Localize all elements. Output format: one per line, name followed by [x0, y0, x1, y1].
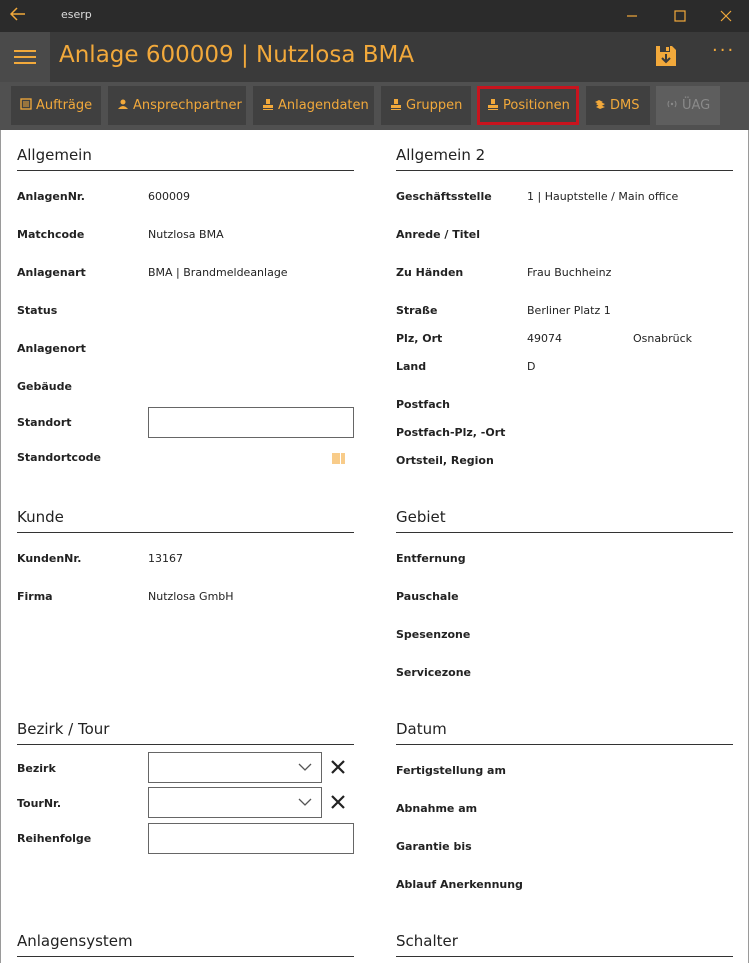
matchcode-value: Nutzlosa BMA	[148, 228, 224, 241]
page-title: Anlage 600009 | Nutzlosa BMA	[59, 42, 415, 68]
postfach-label: Postfach	[396, 398, 450, 411]
reihenfolge-label: Reihenfolge	[17, 832, 92, 845]
tour-nr-dropdown[interactable]	[148, 787, 322, 818]
anrede-label: Anrede / Titel	[396, 228, 481, 241]
files-icon	[594, 98, 606, 110]
hamburger-menu-button[interactable]	[0, 32, 50, 82]
ort-value: Osnabrück	[633, 332, 692, 345]
section-allgemein2-title: Allgemein 2	[396, 146, 733, 171]
zu-haenden-label: Zu Händen	[396, 266, 464, 279]
section-anlagensystem-title: Anlagensystem	[17, 932, 354, 957]
geschaeftsstelle-label: Geschäftsstelle	[396, 190, 492, 203]
ablauf-anerkennung-label: Ablauf Anerkennung	[396, 878, 523, 891]
bezirk-dropdown[interactable]	[148, 752, 322, 783]
gruppen-button[interactable]	[381, 86, 471, 125]
stamp-icon	[390, 98, 402, 110]
anlagendaten-label: Anlagendaten	[278, 98, 369, 113]
strasse-label: Straße	[396, 304, 438, 317]
servicezone-label: Servicezone	[396, 666, 471, 679]
dms-button[interactable]	[586, 86, 650, 125]
ansprechpartner-button[interactable]	[108, 86, 246, 125]
gebaeude-label: Gebäude	[17, 380, 72, 393]
tour-nr-label: TourNr.	[17, 797, 62, 810]
stamp-icon	[487, 98, 499, 110]
stamp-icon	[262, 98, 274, 110]
clear-bezirk-icon[interactable]	[330, 759, 348, 777]
contact-icon	[117, 98, 129, 110]
scroll-edge	[0, 963, 749, 969]
app-name: eserp	[61, 8, 92, 21]
window-titlebar	[0, 0, 749, 32]
kunden-nr-label: KundenNr.	[17, 552, 82, 565]
ansprechpartner-label: Ansprechpartner	[133, 98, 242, 113]
anlagendaten-button[interactable]	[253, 86, 374, 125]
uag-button[interactable]	[656, 86, 720, 125]
plz-value: 49074	[527, 332, 562, 345]
ortsteil-region-label: Ortsteil, Region	[396, 454, 494, 467]
kunden-nr-value: 13167	[148, 552, 183, 565]
section-gebiet-title: Gebiet	[396, 508, 733, 533]
fertigstellung-label: Fertigstellung am	[396, 764, 506, 777]
strasse-value: Berliner Platz 1	[527, 304, 611, 317]
toolbar	[0, 82, 749, 130]
reihenfolge-input[interactable]	[148, 823, 354, 854]
minimize-button[interactable]	[609, 0, 655, 32]
chevron-down-icon	[298, 762, 312, 772]
bezirk-label: Bezirk	[17, 762, 56, 775]
minimize-icon	[626, 10, 638, 22]
section-schalter-title: Schalter	[396, 932, 733, 957]
standort-label: Standort	[17, 416, 72, 429]
status-label: Status	[17, 304, 58, 317]
anlagenort-label: Anlagenort	[17, 342, 86, 355]
signal-icon	[666, 98, 678, 110]
positionen-button[interactable]	[477, 86, 579, 125]
section-kunde-title: Kunde	[17, 508, 354, 533]
pauschale-label: Pauschale	[396, 590, 459, 603]
anlagenart-value: BMA | Brandmeldeanlage	[148, 266, 288, 279]
anlagenart-label: Anlagenart	[17, 266, 86, 279]
gruppen-label: Gruppen	[406, 98, 463, 113]
list-icon	[20, 98, 32, 110]
postfach-plz-label: Postfach-Plz, -Ort	[396, 426, 506, 439]
spesenzone-label: Spesenzone	[396, 628, 471, 641]
land-label: Land	[396, 360, 427, 373]
save-icon[interactable]	[654, 44, 680, 70]
maximize-icon	[674, 10, 686, 22]
auftraege-label: Aufträge	[36, 98, 93, 113]
dms-label: DMS	[610, 98, 640, 113]
firma-value: Nutzlosa GmbH	[148, 590, 234, 603]
anlagen-nr-label: AnlagenNr.	[17, 190, 85, 203]
form-content	[0, 130, 749, 969]
abnahme-label: Abnahme am	[396, 802, 478, 815]
matchcode-label: Matchcode	[17, 228, 85, 241]
entfernung-label: Entfernung	[396, 552, 466, 565]
anlagen-nr-value: 600009	[148, 190, 190, 203]
geschaeftsstelle-value: 1 | Hauptstelle / Main office	[527, 190, 679, 203]
maximize-button[interactable]	[657, 0, 703, 32]
close-window-button[interactable]	[703, 0, 749, 32]
section-bezirk-tour-title: Bezirk / Tour	[17, 720, 354, 745]
auftraege-button[interactable]	[11, 86, 101, 125]
close-icon	[720, 10, 732, 22]
zu-haenden-value: Frau Buchheinz	[527, 266, 612, 279]
uag-label: ÜAG	[682, 98, 711, 113]
page-header	[0, 32, 749, 82]
plz-ort-label: Plz, Ort	[396, 332, 443, 345]
chevron-down-icon	[298, 797, 312, 807]
land-value: D	[527, 360, 536, 373]
standort-input[interactable]	[148, 407, 354, 438]
garantie-label: Garantie bis	[396, 840, 472, 853]
clear-tour-nr-icon[interactable]	[330, 794, 348, 812]
hamburger-icon	[14, 50, 36, 52]
positionen-label: Positionen	[503, 98, 570, 113]
section-allgemein-title: Allgemein	[17, 146, 354, 171]
standortcode-label: Standortcode	[17, 451, 101, 464]
back-arrow-icon[interactable]	[10, 6, 38, 26]
section-datum-title: Datum	[396, 720, 733, 745]
more-options-icon[interactable]: ···	[712, 40, 736, 61]
barcode-icon[interactable]	[332, 450, 346, 463]
firma-label: Firma	[17, 590, 53, 603]
